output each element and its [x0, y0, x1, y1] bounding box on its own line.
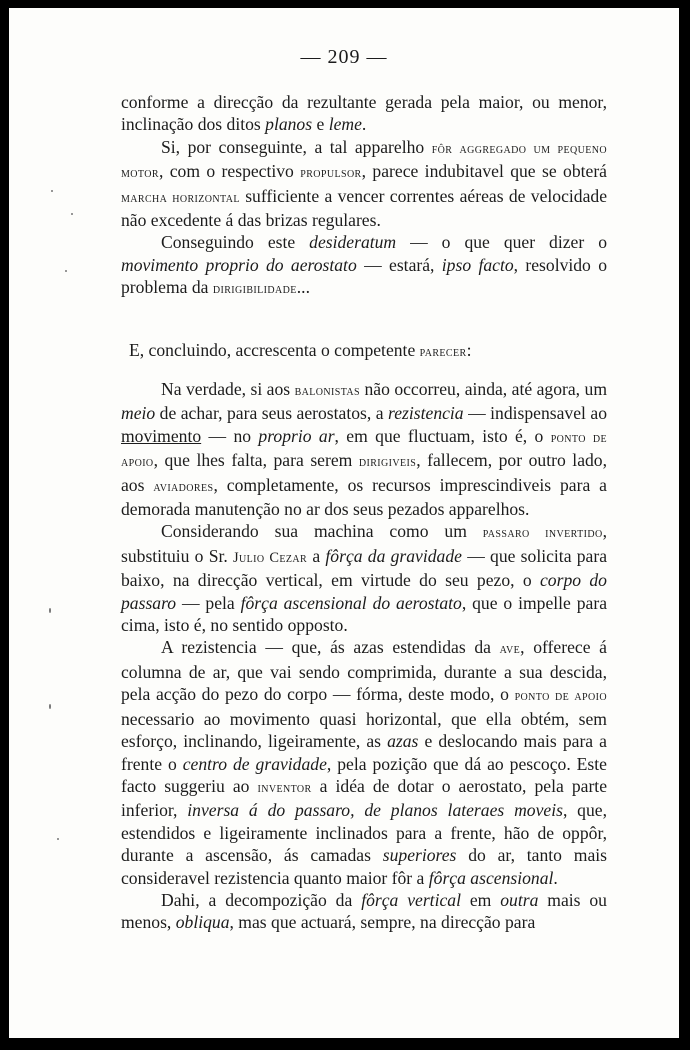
- text-run: meio: [121, 403, 156, 424]
- text-run: do ar, tanto mais consideravel rezistencia quanto maior fôr a: [121, 845, 607, 888]
- text-run: conforme a direcção da rezultante gerada pela maior, ou menor, inclinação dos ditos: [121, 92, 607, 135]
- text-run: rezistencia: [388, 403, 464, 424]
- body-paragraph-1: [121, 378, 607, 520]
- quote-paragraph-2: [121, 136, 607, 232]
- text-run: dirigibilidade: [212, 281, 297, 298]
- text-run: movimento: [121, 425, 202, 446]
- text-run: sufficiente a vencer correntes aéreas de velocidade não excedente á das brizas regulares.: [121, 185, 607, 231]
- quoted-passage: [121, 91, 607, 301]
- text-run: necessario ao movimento quasi horizontal, que ella obtém, sem esforço, inclinando, ligeiramente, as: [121, 708, 607, 752]
- text-run: de achar, para seus aerostatos, a: [155, 403, 389, 424]
- text-run: fôrça da gravidade: [325, 545, 462, 566]
- text-run: corpo do passaro: [121, 570, 607, 613]
- page-number: — 209 —: [300, 46, 388, 68]
- text-run: , pela pozição que dá ao pescoço. Este facto suggeriu ao: [121, 753, 607, 796]
- text-run: não occorreu, ainda, até agora, um: [360, 379, 607, 399]
- scan-speck: [49, 704, 51, 709]
- scan-speck: [57, 838, 59, 840]
- text-run: superiores: [382, 845, 457, 866]
- body-paragraph-3: [121, 636, 607, 888]
- text-run: ipso facto: [441, 254, 514, 275]
- text-run: propulsor: [300, 165, 362, 182]
- text-run: — no: [201, 425, 259, 446]
- text-run: A rezistencia — que, ás azas estendidas da: [161, 637, 500, 658]
- text-run: , mas que actuará, sempre, na direcção para: [229, 912, 536, 933]
- scan-speck: [51, 190, 53, 192]
- text-run: , fallecem, por outro lado, aos: [121, 450, 607, 495]
- text-run: outra: [500, 889, 539, 910]
- text-run: , resolvido o problema da: [121, 254, 607, 298]
- text-run: e: [312, 114, 329, 135]
- text-run: , em que fluctuam, isto é, o: [334, 425, 551, 446]
- text-run: centro de gravidade: [182, 753, 327, 774]
- text-run: proprio ar: [258, 425, 335, 446]
- text-run: — indispensavel ao: [463, 403, 607, 424]
- text-run: Na verdade, si aos: [161, 379, 295, 399]
- text-run: movimento proprio do aerostato: [121, 254, 357, 275]
- text-run: a idéa de dotar o aerostato, pela parte inferior,: [121, 775, 608, 821]
- text-run: , que, estendidos e ligeiramente inclinados para a frente, hão de oppôr, durante a ascensão, ás camadas: [121, 800, 607, 866]
- text-run: , que o impelle para cima, isto é, no sentido opposto.: [121, 592, 608, 636]
- text-run: .: [361, 114, 367, 135]
- text-run: ponto de apoio: [121, 429, 607, 471]
- scan-speck: [65, 270, 67, 272]
- text-run: — o que quer dizer o: [396, 232, 607, 253]
- text-run: ...: [296, 277, 310, 298]
- text-run: leme: [328, 114, 362, 135]
- text-run: .: [553, 867, 558, 888]
- text-run: mais ou menos,: [121, 889, 607, 933]
- text-run: fôrça ascensional: [428, 867, 554, 888]
- text-run: a: [307, 545, 326, 566]
- text-run: E, concluindo, accrescenta o competente: [129, 340, 420, 360]
- intro-line: [89, 339, 607, 363]
- text-run: ave: [499, 641, 521, 658]
- text-run: Julio Cezar: [233, 549, 308, 566]
- text-run: fôr aggregado um pequeno motor: [121, 140, 607, 182]
- text-run: em: [460, 889, 501, 910]
- scan-speck: [71, 213, 73, 215]
- text-run: obliqua: [175, 912, 230, 933]
- book-page: [9, 8, 679, 1038]
- text-run: aviadores: [153, 478, 214, 495]
- body-paragraph-4: [121, 889, 607, 934]
- text-run: , parece indubitavel que se obterá: [361, 161, 607, 182]
- body-paragraph-2: [121, 520, 607, 636]
- text-run: parecer: [419, 344, 467, 360]
- text-run: inventor: [257, 779, 312, 796]
- text-run: Conseguindo este: [161, 232, 310, 253]
- text-run: ponto de apoio: [514, 688, 607, 705]
- text-run: , substituiu o Sr.: [121, 521, 607, 566]
- text-run: balonistas: [294, 383, 361, 399]
- text-run: desideratum: [309, 232, 397, 253]
- text-run: marcha horizontal: [121, 189, 240, 206]
- text-run: Si, por conseguinte, a tal apparelho: [161, 136, 432, 157]
- opinion-text: [121, 378, 607, 934]
- text-run: , que lhes falta, para serem: [153, 450, 359, 471]
- scan-speck: [49, 608, 51, 613]
- text-run: Considerando sua machina como um: [161, 521, 483, 542]
- text-run: inversa á do passaro, de planos lateraes moveis: [187, 800, 563, 821]
- text-run: Dahi, a decompozição da: [161, 889, 362, 910]
- text-run: — que solicita para baixo, na direcção vertical, em virtude do seu pezo, o: [121, 545, 608, 591]
- text-run: planos: [265, 114, 313, 135]
- text-run: azas: [387, 731, 419, 752]
- quote-paragraph-1: [121, 91, 607, 136]
- text-run: dirigiveis: [358, 454, 417, 471]
- text-run: :: [466, 340, 472, 360]
- text-run: , completamente, os recursos imprescindiveis para a demorada manutenção no ar dos seus pezados apparelhos.: [121, 474, 607, 520]
- text-run: — estará,: [356, 254, 442, 275]
- text-run: fôrça vertical: [361, 889, 461, 910]
- text-run: e deslocando mais para a frente o: [121, 731, 607, 774]
- text-run: passaro invertido: [482, 525, 603, 542]
- text-run: — pela: [176, 592, 241, 613]
- quote-paragraph-3: [121, 231, 607, 300]
- text-run: , offerece á columna de ar, que vai sendo comprimida, durante a sua descida, pela acção do pezo do corpo — fórma, deste modo, o: [121, 637, 607, 705]
- text-run: , com o respectivo: [158, 161, 301, 182]
- intro-paragraph: [89, 339, 607, 363]
- text-run: fôrça ascensional do aerostato: [240, 592, 462, 613]
